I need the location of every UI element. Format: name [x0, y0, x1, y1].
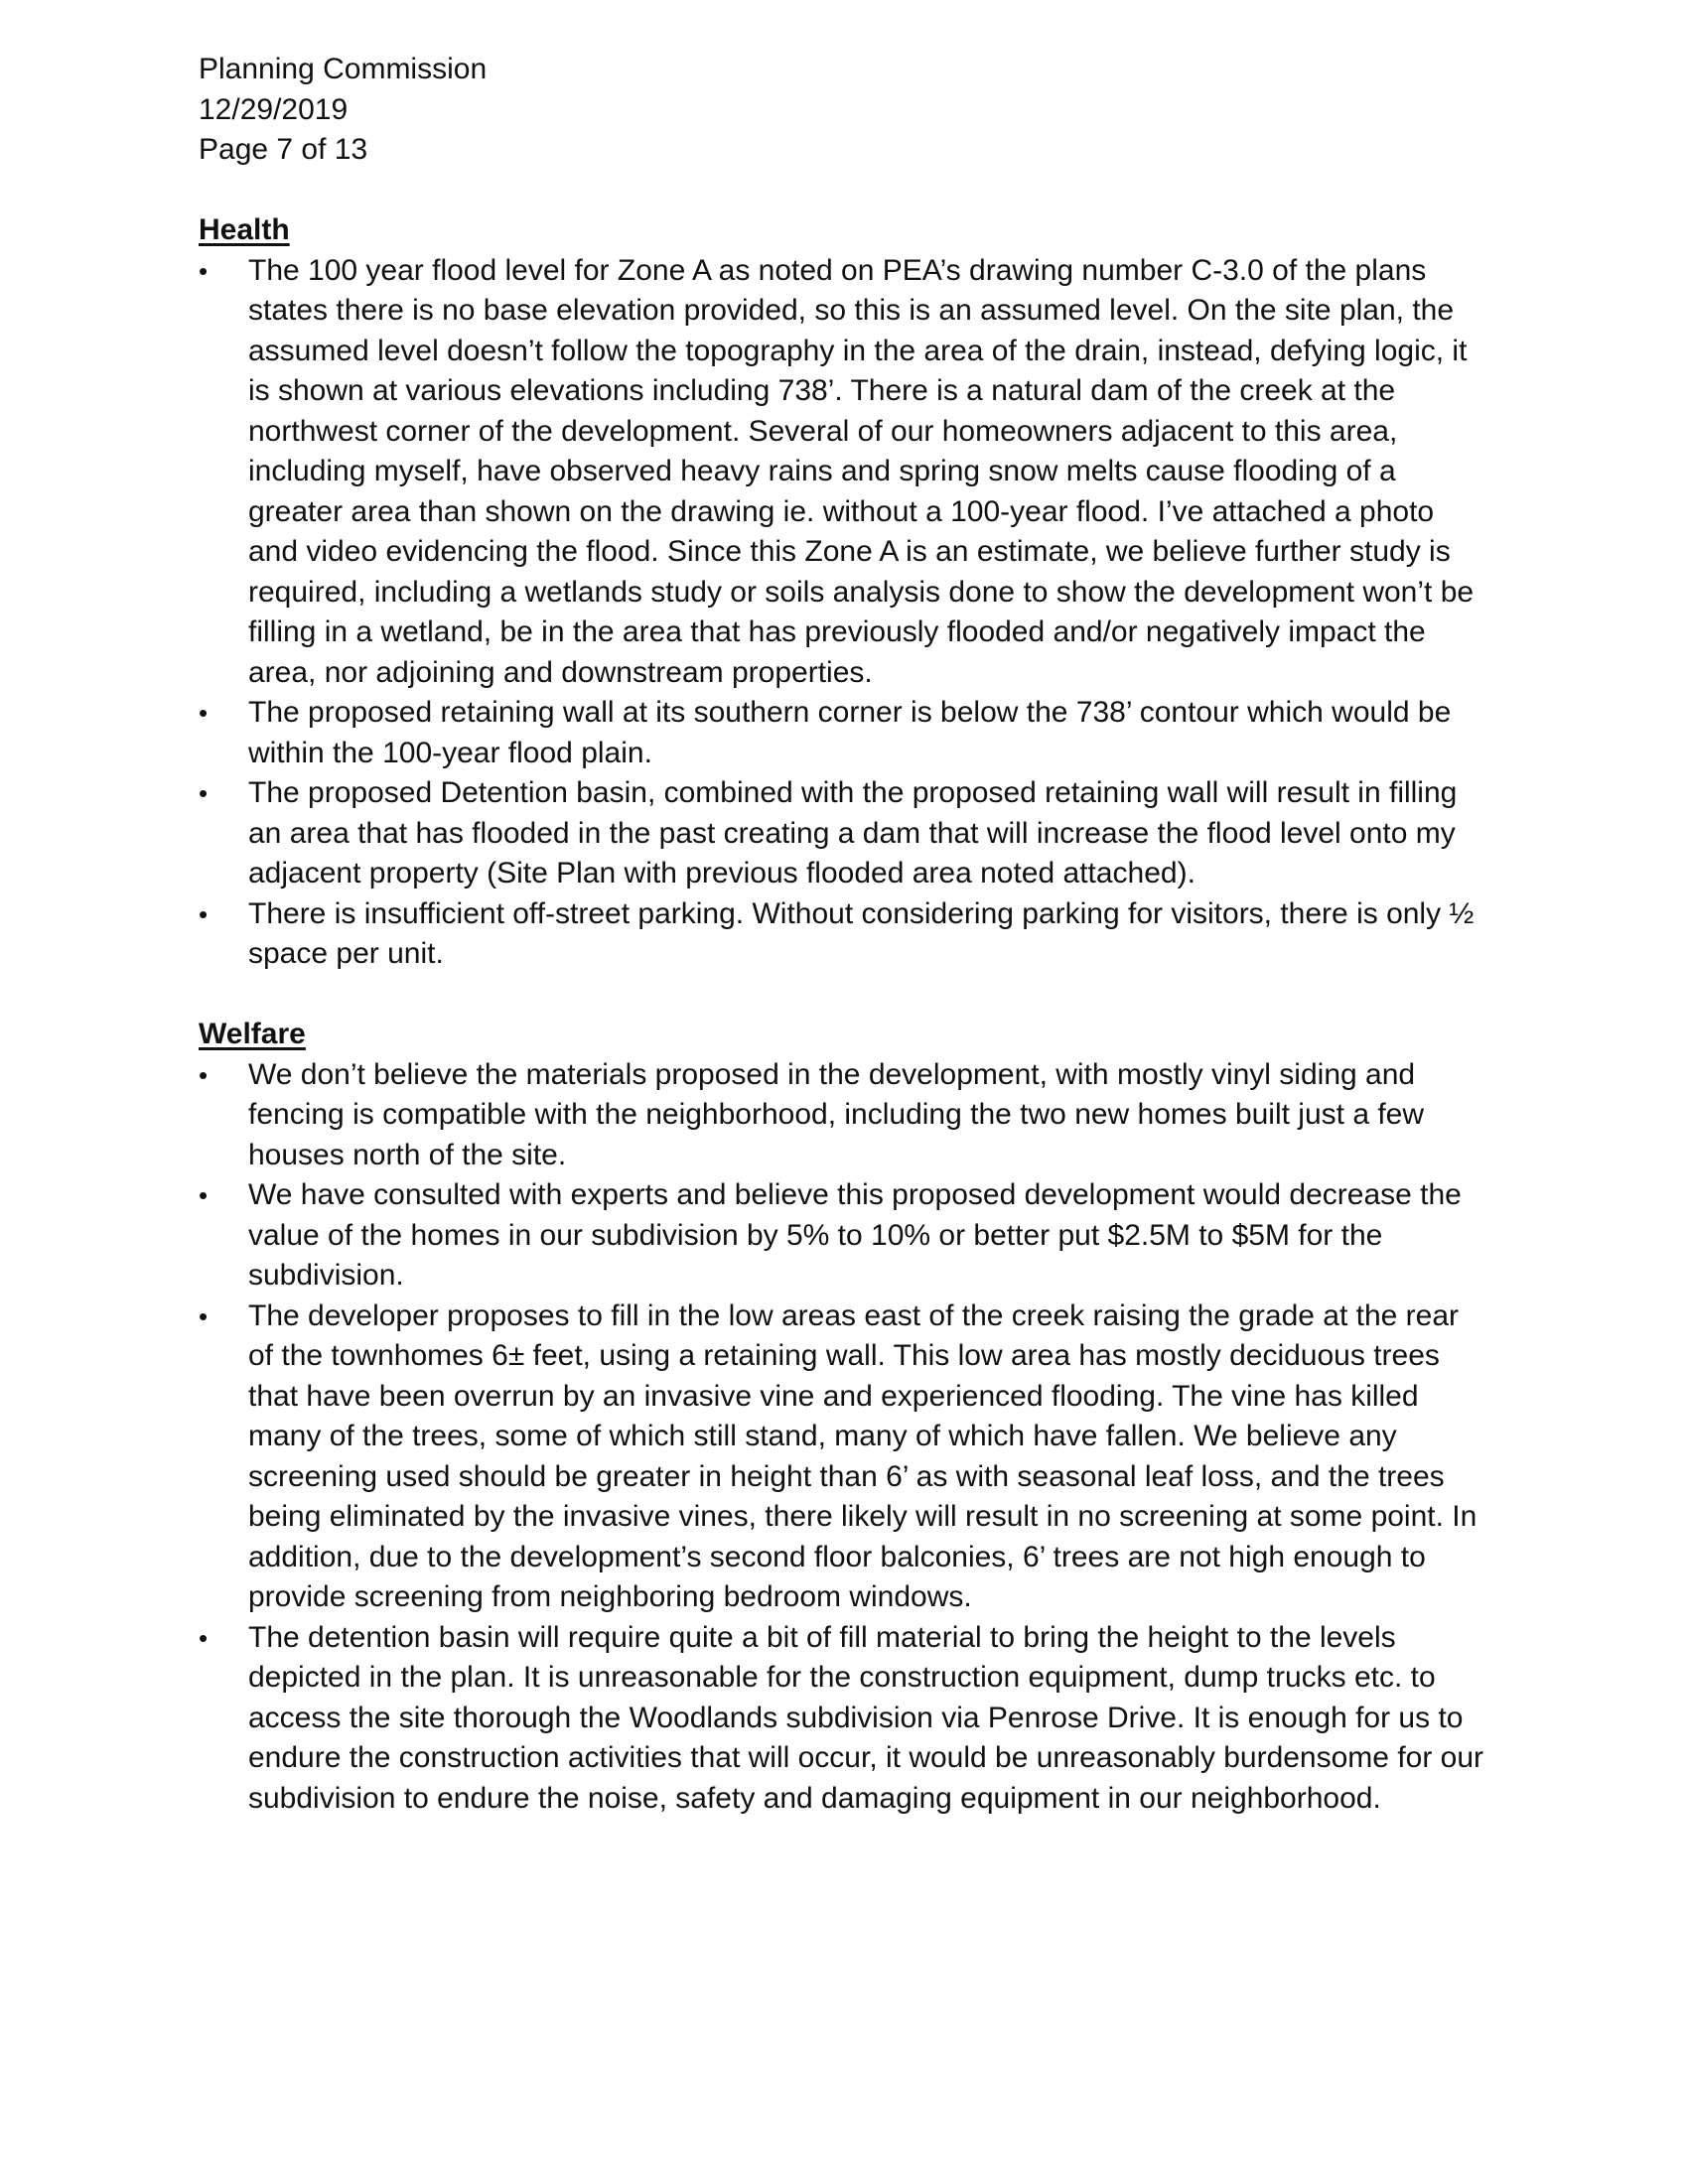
list-item-text: We have consulted with experts and believe this proposed development would decrease the value of the homes in our subdivision by 5% to 10% or better put $2.5M to $5M for the subdivision. — [248, 1178, 1462, 1292]
welfare-bullet-list — [199, 1055, 1489, 1820]
bullet-icon: • — [199, 1622, 209, 1653]
list-item — [199, 773, 1489, 894]
list-item-text: The proposed retaining wall at its southern corner is below the 738’ contour which would be within the 100-year flood plain. — [248, 696, 1452, 769]
section-title-health: Health — [199, 213, 290, 246]
section-health — [199, 210, 1489, 975]
list-item — [199, 894, 1489, 975]
list-item — [199, 251, 1489, 694]
bullet-icon: • — [199, 698, 209, 728]
document-body — [199, 50, 1489, 1819]
bullet-icon: • — [199, 1180, 209, 1210]
list-item-text: There is insufficient off-street parking. Without considering parking for visitors, there is only ½ space per unit. — [248, 896, 1475, 970]
list-item — [199, 1175, 1489, 1297]
list-item-text: The detention basin will require quite a bit of fill material to bring the height to the levels depicted in the plan. It is unreasonable for the construction equipment, dump trucks etc. to access the site thorough the Woodlands subdivision via Penrose Drive. It is enough for us to endure the construction activities that will occur, it would be unreasonably burdensome for our subdivision to endure the noise, safety and damaging equipment in our neighborhood. — [248, 1620, 1484, 1815]
bullet-icon: • — [199, 1300, 209, 1331]
bullet-icon: • — [199, 1059, 209, 1090]
list-item-text: The proposed Detention basin, combined with the proposed retaining wall will result in filling an area that has flooded in the past creating a dam that will increase the flood level onto my adjacent property (Site Plan with previous flooded area noted attached). — [248, 776, 1458, 889]
page-header — [199, 50, 1489, 171]
section-welfare — [199, 1015, 1489, 1819]
list-item — [199, 1618, 1489, 1820]
list-item — [199, 693, 1489, 773]
header-page-number: Page 7 of 13 — [199, 133, 368, 166]
list-item-text: We don’t believe the materials proposed in the development, with mostly vinyl siding and fencing is compatible with the neighborhood, including the two new homes built just a few houses north of the site. — [248, 1057, 1425, 1171]
header-recipient: Planning Commission — [199, 53, 488, 85]
bullet-icon: • — [199, 898, 209, 929]
header-date: 12/29/2019 — [199, 92, 349, 126]
bullet-icon: • — [199, 778, 209, 808]
section-title-welfare: Welfare — [199, 1018, 306, 1050]
bullet-icon: • — [199, 255, 209, 286]
health-bullet-list — [199, 251, 1489, 975]
list-item — [199, 1297, 1489, 1618]
list-item-text: The 100 year flood level for Zone A as noted on PEA’s drawing number C-3.0 of the plans states there is no base elevation provided, so this is an assumed level. On the site plan, the assumed level doesn’t follow the topography in the area of the drain, instead, defying logic, it is shown at various elevations including 738’. There is a natural dam of the creek at the northwest corner of the development. Several of our homeowners adjacent to this area, including myself, have observed heavy rains and spring snow melts cause flooding of a greater area than shown on the drawing ie. without a 100-year flood. I’ve attached a photo and video evidencing the flood. Since this Zone A is an estimate, we believe further study is required, including a wetlands study or soils analysis done to show the development won’t be filling in a wetland, be in the area that has previously flooded and/or negatively impact the area, nor adjoining and downstream properties. — [248, 253, 1475, 689]
list-item — [199, 1055, 1489, 1176]
list-item-text: The developer proposes to fill in the low areas east of the creek raising the grade at the rear of the townhomes 6± feet, using a retaining wall. This low area has mostly deciduous trees that have been overrun by an invasive vine and experienced flooding. The vine has killed many of the trees, some of which still stand, many of which have fallen. We believe any screening used should be greater in height than 6’ as with seasonal leaf loss, and the trees being eliminated by the invasive vines, there likely will result in no screening at some point. In addition, due to the development’s second floor balconies, 6’ trees are not high enough to provide screening from neighboring bedroom windows. — [248, 1298, 1477, 1613]
